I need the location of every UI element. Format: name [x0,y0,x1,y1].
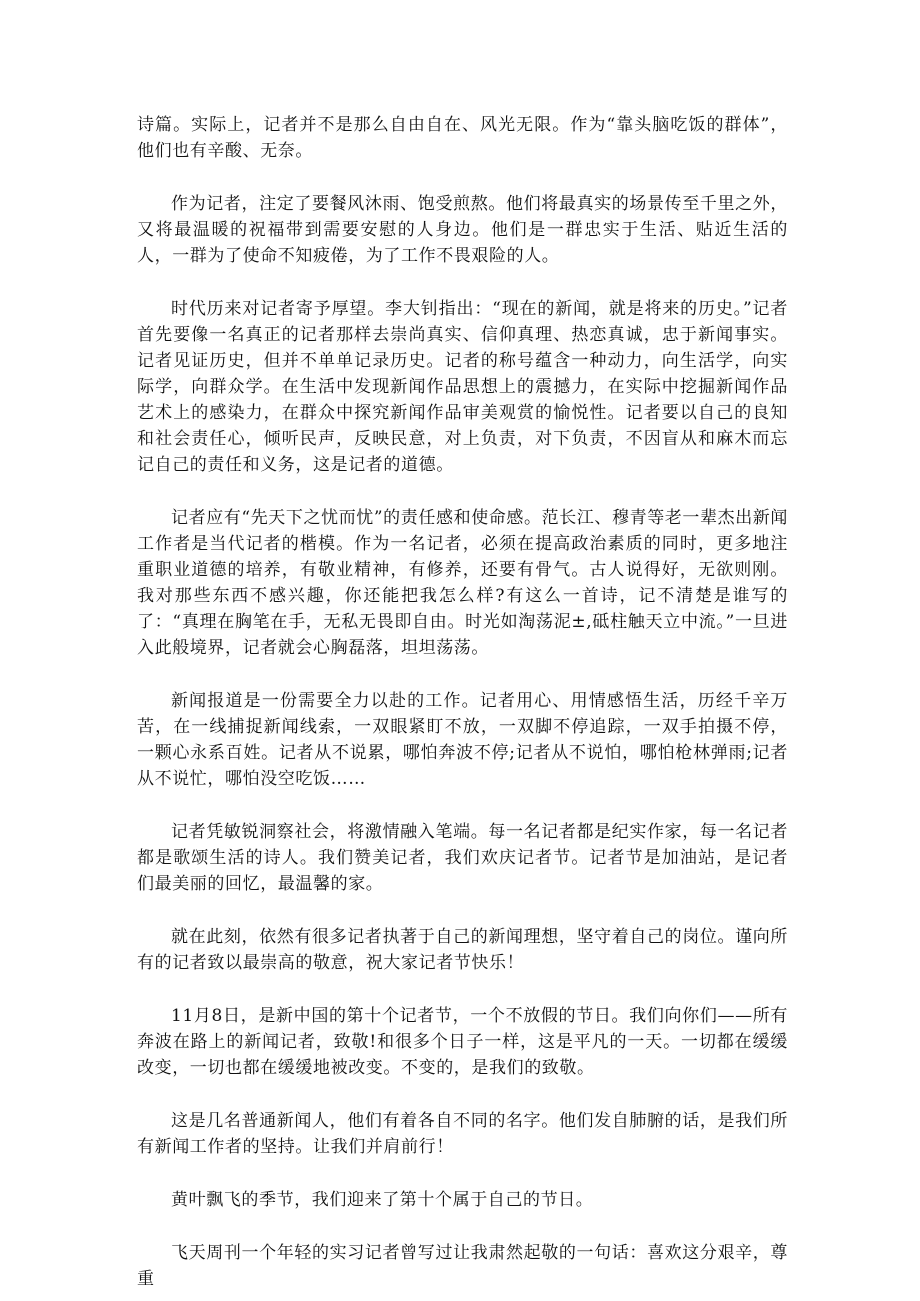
paragraph-1: 诗篇。实际上，记者并不是那么自由自在、风光无限。作为“靠头脑吃饭的群体”，他们也有辛酸、无奈。 [137,115,788,161]
paragraph-9: 这是几名普通新闻人，他们有着各自不同的名字。他们发自肺腑的话，是我们所有新闻工作者的坚持。让我们并肩前行！ [137,1111,788,1157]
article-body [137,112,788,1292]
paragraph-10: 黄叶飘飞的季节，我们迎来了第十个属于自己的节日。 [171,1190,594,1210]
paragraph-11: 飞天周刊一个年轻的实习记者曾写过让我肃然起敬的一句话：喜欢这分艰辛，尊重 [137,1243,788,1289]
paragraph-4: 记者应有“先天下之忧而忧”的责任感和使命感。范长江、穆青等老一辈杰出新闻工作者是当代记者的楷模。作为一名记者，必须在提高政治素质的同时，更多地注重职业道德的培养，有敬业精神，有修养，还要有骨气。古人说得好，无欲则刚。我对那些东西不感兴趣，你还能把我怎么样?有这么一首诗，记不清楚是谁写的了：“真理在胸笔在手，无私无畏即自由。时光如淘荡泥±,砥柱触天立中流。”一旦进入此般境界，记者就会心胸磊落，坦坦荡荡。 [137,508,788,658]
paragraph-3: 时代历来对记者寄予厚望。李大钊指出：“现在的新闻，就是将来的历史。”记者首先要像一名真正的记者那样去崇尚真实、信仰真理、热恋真诚，忠于新闻事实。记者见证历史，但并不单单记录历史。记者的称号蕴含一种动力，向生活学，向实际学，向群众学。在生活中发现新闻作品思想上的震撼力，在实际中挖掘新闻作品艺术上的感染力，在群众中探究新闻作品审美观赏的愉悦性。记者要以自己的良知和社会责任心，倾听民声，反映民意，对上负责，对下负责，不因盲从和麻木而忘记自己的责任和义务，这是记者的道德。 [137,299,788,475]
paragraph-2: 作为记者，注定了要餐风沐雨、饱受煎熬。他们将最真实的场景传至千里之外，又将最温暖的祝福带到需要安慰的人身边。他们是一群忠实于生活、贴近生活的人，一群为了使命不知疲倦，为了工作不畏艰险的人。 [137,194,788,266]
paragraph-8: 11月8日，是新中国的第十个记者节，一个不放假的节日。我们向你们——所有奔波在路上的新闻记者，致敬!和很多个日子一样，这是平凡的一天。一切都在缓缓改变，一切也都在缓缓地被改变。不变的，是我们的致敬。 [137,1006,788,1078]
paragraph-6: 记者凭敏锐洞察社会，将激情融入笔端。每一名记者都是纪实作家，每一名记者都是歌颂生活的诗人。我们赞美记者，我们欢庆记者节。记者节是加油站，是记者们最美丽的回忆，最温馨的家。 [137,822,788,894]
paragraph-5: 新闻报道是一份需要全力以赴的工作。记者用心、用情感悟生活，历经千辛万苦，在一线捕捉新闻线索，一双眼紧盯不放，一双脚不停追踪，一双手拍摄不停，一颗心永系百姓。记者从不说累，哪怕奔波不停;记者从不说怕，哪怕枪林弹雨;记者从不说忙，哪怕没空吃饭…… [137,691,788,789]
paragraph-7: 就在此刻，依然有很多记者执著于自己的新闻理想，坚守着自己的岗位。谨向所有的记者致以最崇高的敬意，祝大家记者节快乐！ [137,927,788,973]
